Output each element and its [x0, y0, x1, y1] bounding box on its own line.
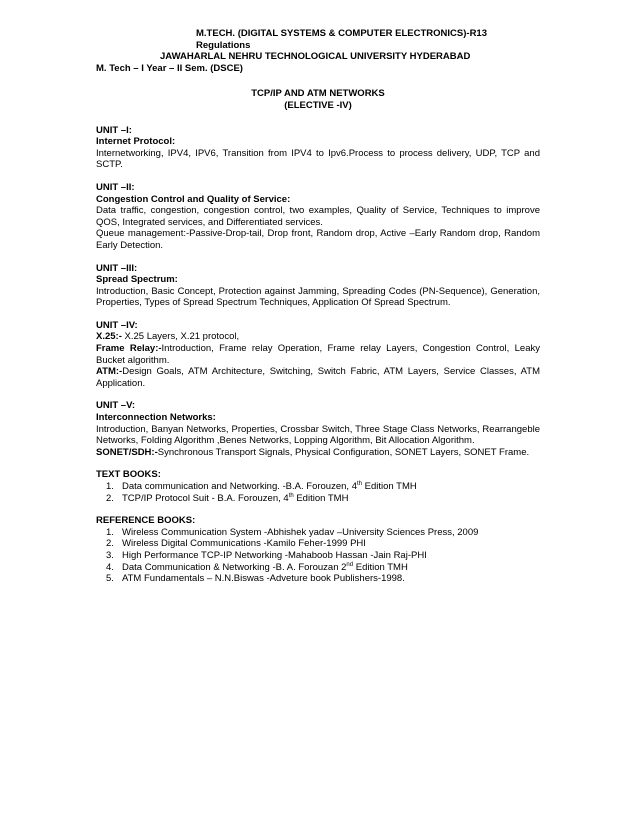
item-text: Data communication and Networking. -B.A. Forouzen, 4: [122, 481, 357, 492]
text-books-heading: TEXT BOOKS:: [96, 469, 161, 481]
item-text: Wireless Digital Communications -Kamilo Feher-1999 PHI: [122, 538, 366, 550]
item-text: ATM Fundamentals – N.N.Biswas -Adveture book Publishers-1998.: [122, 573, 405, 585]
text-books: [96, 469, 540, 504]
unit-subheading: Congestion Control and Quality of Service:: [96, 193, 291, 205]
unit-heading: UNIT –IV:: [96, 319, 138, 331]
atm-paragraph: [96, 366, 540, 389]
item-number: 4.: [106, 561, 114, 573]
x25-text: X.25 Layers, X.21 protocol,: [121, 331, 240, 343]
item-number: 5.: [106, 573, 114, 585]
unit-text: Queue management:-Passive-Drop-tail, Drop front, Random drop, Active –Early Random drop, Random Early Detection.: [96, 228, 540, 251]
unit-subheading: Internet Protocol:: [96, 136, 176, 148]
list-item: [96, 481, 540, 493]
elective-label: (ELECTIVE -IV): [284, 99, 352, 111]
unit-text: Data traffic, congestion, congestion control, two examples, Quality of Service, Techniques to improve QOS, Integrated services, and Differentiated services.: [96, 205, 540, 228]
reference-books-heading: REFERENCE BOOKS:: [96, 515, 196, 527]
course-title: TCP/IP AND ATM NETWORKS: [251, 88, 385, 100]
x25-label: X.25:-: [96, 331, 122, 343]
x25-paragraph: [96, 331, 540, 343]
item-number: 3.: [106, 549, 114, 561]
unit-text: Internetworking, IPV4, IPV6, Transition from IPV4 to Ipv6.Process to process delivery, UDP, TCP and SCTP.: [96, 147, 540, 171]
unit-heading: UNIT –V:: [96, 400, 136, 412]
semester-header: M. Tech – I Year – II Sem. (DSCE): [96, 62, 243, 74]
item-text: High Performance TCP-IP Networking -Mahaboob Hassan -Jain Raj-PHI: [122, 549, 427, 561]
unit-4: [96, 320, 540, 390]
unit-3: [96, 263, 540, 309]
text-books-list: [96, 481, 540, 504]
university-header: JAWAHARLAL NEHRU TECHNOLOGICAL UNIVERSITY HYDERABAD: [160, 51, 471, 63]
item-superscript: nd: [346, 561, 354, 568]
item-superscript: th: [356, 480, 362, 487]
sonet-paragraph: [96, 447, 540, 459]
list-item: [96, 527, 540, 539]
item-text: Wireless Communication System -Abhishek yadav –University Sciences Press, 2009: [122, 526, 479, 538]
unit-heading: UNIT –II:: [96, 181, 135, 193]
list-item: [96, 573, 540, 585]
reference-books: [96, 515, 540, 585]
list-item: [96, 538, 540, 550]
unit-1: [96, 125, 540, 171]
frame-relay-text: Introduction, Frame relay Operation, Frame relay Layers, Congestion Control, Leaky Bucket algorithm.: [96, 343, 540, 366]
item-text-suffix: Edition TMH: [353, 561, 408, 573]
item-superscript: th: [288, 492, 294, 499]
atm-label: ATM:-: [96, 366, 123, 378]
unit-2: [96, 182, 540, 252]
list-item: [96, 562, 540, 574]
unit-text: Introduction, Banyan Networks, Properties, Crossbar Switch, Three Stage Class Networks, Rearrangeble Networks, Folding Algorithm ,Benes Networks, Lopping Algorithm, Bit Allocation Algorithm.: [96, 423, 540, 447]
list-item: [96, 493, 540, 505]
atm-text: Design Goals, ATM Architecture, Switching, Switch Fabric, ATM Layers, Service Classes, ATM Application.: [96, 366, 540, 389]
item-text: Data Communication & Networking -B. A. Forouzan 2: [122, 561, 347, 573]
sonet-label: SONET/SDH:-: [96, 446, 158, 458]
unit-text: Introduction, Basic Concept, Protection against Jamming, Spreading Codes (PN-Sequence), Generation, Properties, Types of Spread Spectrum Techniques, Application Of Spread Spectrum.: [96, 285, 540, 309]
unit-subheading: Spread Spectrum:: [96, 274, 178, 286]
item-number: 1.: [106, 526, 114, 538]
unit-heading: UNIT –I:: [96, 124, 132, 136]
reference-books-list: [96, 527, 540, 585]
unit-5: [96, 400, 540, 458]
item-number: 2.: [106, 492, 114, 504]
frame-relay-label: Frame Relay:-: [96, 343, 162, 355]
sonet-text: Synchronous Transport Signals, Physical Configuration, SONET Layers, SONET Frame.: [157, 446, 530, 458]
item-text-suffix: Edition TMH: [293, 492, 349, 504]
item-text-suffix: Edition TMH: [362, 481, 417, 492]
list-item: [96, 550, 540, 562]
item-number: 2.: [106, 538, 114, 550]
unit-subheading: Interconnection Networks:: [96, 412, 216, 424]
item-number: 1.: [106, 481, 114, 492]
document-page: [96, 28, 540, 585]
item-text: TCP/IP Protocol Suit - B.A. Forouzen, 4: [122, 492, 289, 504]
regulation-header: M.TECH. (DIGITAL SYSTEMS & COMPUTER ELECTRONICS)-R13 Regulations: [196, 28, 487, 51]
unit-heading: UNIT –III:: [96, 262, 138, 274]
frame-relay-paragraph: [96, 343, 540, 366]
